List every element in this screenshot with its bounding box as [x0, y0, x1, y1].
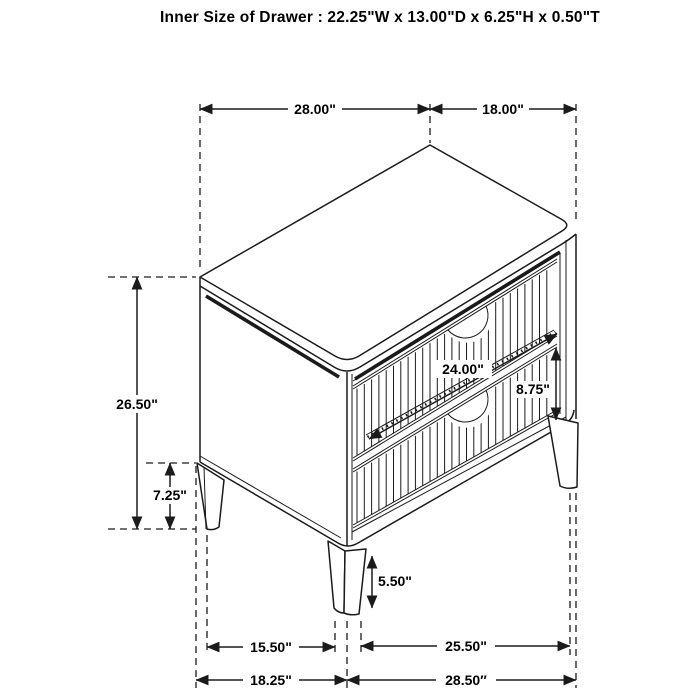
dim-label-overall-height: 26.50"	[116, 396, 158, 412]
nightstand-top	[200, 145, 576, 371]
dim-label-front-leg-height: 5.50"	[378, 573, 412, 589]
dim-label-front-leg-spacing: 15.50"	[250, 639, 292, 655]
dim-label-drawer-width: 24.00"	[442, 361, 484, 377]
diagram-title: Inner Size of Drawer : 22.25"W x 13.00"D x 6.25"H x 0.50"T	[160, 9, 600, 26]
dim-drawer-face-height	[512, 348, 556, 420]
drawer2-handle-notch[interactable]	[448, 390, 488, 422]
dim-label-top-depth: 18.00"	[482, 101, 524, 117]
dim-front-leg-spacing	[207, 535, 335, 656]
drawer1-bottom-edge-inner	[353, 336, 557, 461]
front-center-leg-right-facet	[344, 549, 366, 615]
dim-label-drawer-face-height: 8.75"	[516, 381, 550, 397]
dim-base-side-depth	[347, 493, 576, 689]
dim-underside-clearance	[145, 463, 196, 529]
front-center-leg-left-facet	[328, 541, 345, 613]
dim-label-base-front-width: 18.25"	[250, 672, 292, 688]
dim-label-top-width: 28.00"	[294, 101, 336, 117]
drawer2-bottom-edge	[353, 410, 557, 525]
dim-front-leg-height	[372, 556, 416, 608]
furniture-drawing	[197, 145, 578, 615]
dim-label-base-side-depth: 28.50″	[445, 672, 487, 688]
dim-label-underside-clearance: 7.25"	[153, 487, 187, 503]
rear-right-leg	[548, 416, 578, 488]
dim-label-side-leg-spacing: 25.50"	[445, 638, 487, 654]
